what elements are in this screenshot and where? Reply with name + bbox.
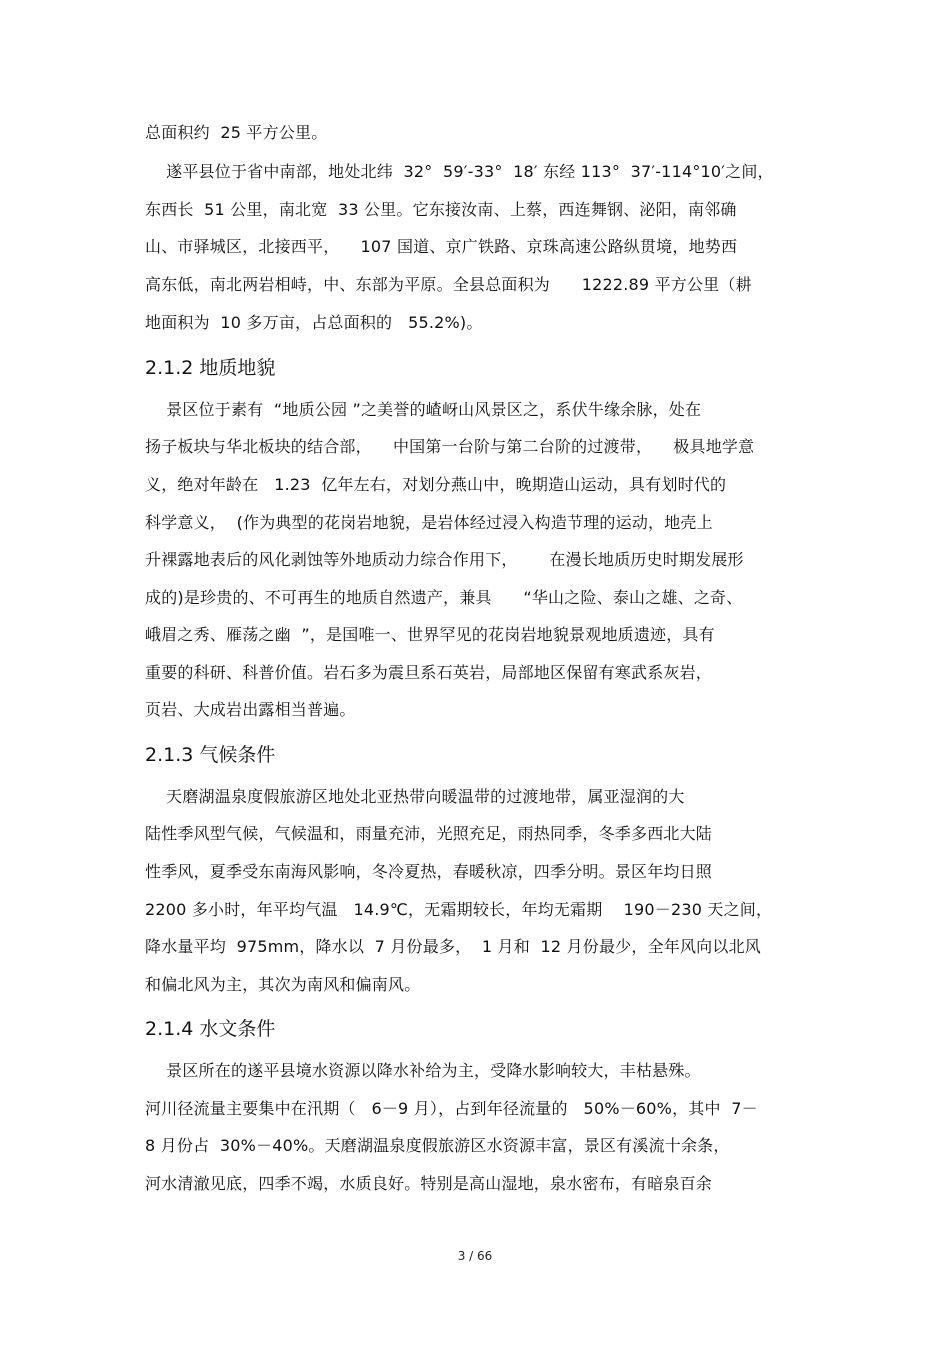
text-line: 景区所在的遂平县境水资源以降水补给为主，受降水影响较大，丰枯悬殊。	[145, 1061, 701, 1080]
text-line: 重要的科研、科普价值。岩石多为震旦系石英岩，局部地区保留有寒武系灰岩，	[145, 663, 713, 682]
text-line: 陆性季风型气候，气候温和，雨量充沛，光照充足，雨热同季，冬季多西北大陆	[145, 824, 713, 843]
section-heading: 2.1.2 地质地貌	[145, 357, 276, 379]
text-line: 景区位于素有 “地质公园 ”之美誉的嵖岈山风景区之，系伏牛缘余脉，处在	[145, 400, 702, 419]
text-line: 峨眉之秀、雁荡之幽 ”，是国唯一、世界罕见的花岗岩地貌景观地质遗迹，具有	[145, 625, 715, 644]
text-line: 成的)是珍贵的、不可再生的地质自然遗产，兼具 “华山之险、泰山之雄、之奇、	[145, 588, 743, 607]
text-line: 义，绝对年龄在 1.23 亿年左右，对划分燕山中，晚期造山运动，具有划时代的	[145, 475, 727, 494]
text-line: 高东低，南北两岩相峙，中、东部为平原。全县总面积为 1222.89 平方公里（耕	[145, 275, 752, 294]
section-heading: 2.1.4 水文条件	[145, 1018, 276, 1040]
text-line: 性季风，夏季受东南海风影响，冬冷夏热，春暖秋凉，四季分明。景区年均日照	[145, 862, 713, 881]
text-line: 8 月份占 30%－40%。天磨湖温泉度假旅游区水资源丰富，景区有溪流十余条，	[145, 1136, 730, 1155]
section-heading: 2.1.3 气候条件	[145, 744, 276, 766]
text-line: 升裸露地表后的风化剥蚀等外地质动力综合作用下， 在漫长地质历史时期发展形	[145, 550, 744, 569]
text-line: 2200 多小时，年平均气温 14.9℃，无霜期较长，年均无霜期 190－230 天之间，	[145, 900, 773, 919]
text-line: 科学意义， (作为典型的花岗岩地貌，是岩体经过浸入构造节理的运动，地壳上	[145, 513, 713, 532]
text-line: 和偏北风为主，其次为南风和偏南风。	[145, 975, 421, 994]
text-line: 总面积约 25 平方公里。	[145, 123, 328, 142]
text-line: 地面积为 10 多万亩，占总面积的 55.2%)。	[145, 313, 483, 332]
text-line: 页岩、大成岩出露相当普遍。	[145, 700, 356, 719]
text-line: 河水清澈见底，四季不竭，水质良好。特别是高山湿地，泉水密布，有暗泉百余	[145, 1174, 713, 1193]
text-line: 遂平县位于省中南部，地处北纬 32° 59′-33° 18′ 东经 113° 37′-114°10′之间，	[145, 162, 774, 181]
page-number: 3 / 66	[457, 1249, 493, 1263]
text-line: 山、市驿城区，北接西平， 107 国道、京广铁路、京珠高速公路纵贯境，地势西	[145, 237, 738, 256]
text-line: 东西长 51 公里，南北宽 33 公里。它东接汝南、上蔡，西连舞钢、泌阳，南邻确	[145, 200, 737, 219]
text-line: 降水量平均 975mm，降水以 7 月份最多， 1 月和 12 月份最少，全年风向以北风	[145, 937, 761, 956]
text-line: 河川径流量主要集中在汛期（ 6－9 月），占到年径流量的 50%－60%，其中 7－	[145, 1099, 758, 1118]
text-line: 扬子板块与华北板块的结合部， 中国第一台阶与第二台阶的过渡带， 极具地学意	[145, 437, 755, 456]
text-line: 天磨湖温泉度假旅游区地处北亚热带向暖温带的过渡地带，属亚湿润的大	[145, 787, 685, 806]
